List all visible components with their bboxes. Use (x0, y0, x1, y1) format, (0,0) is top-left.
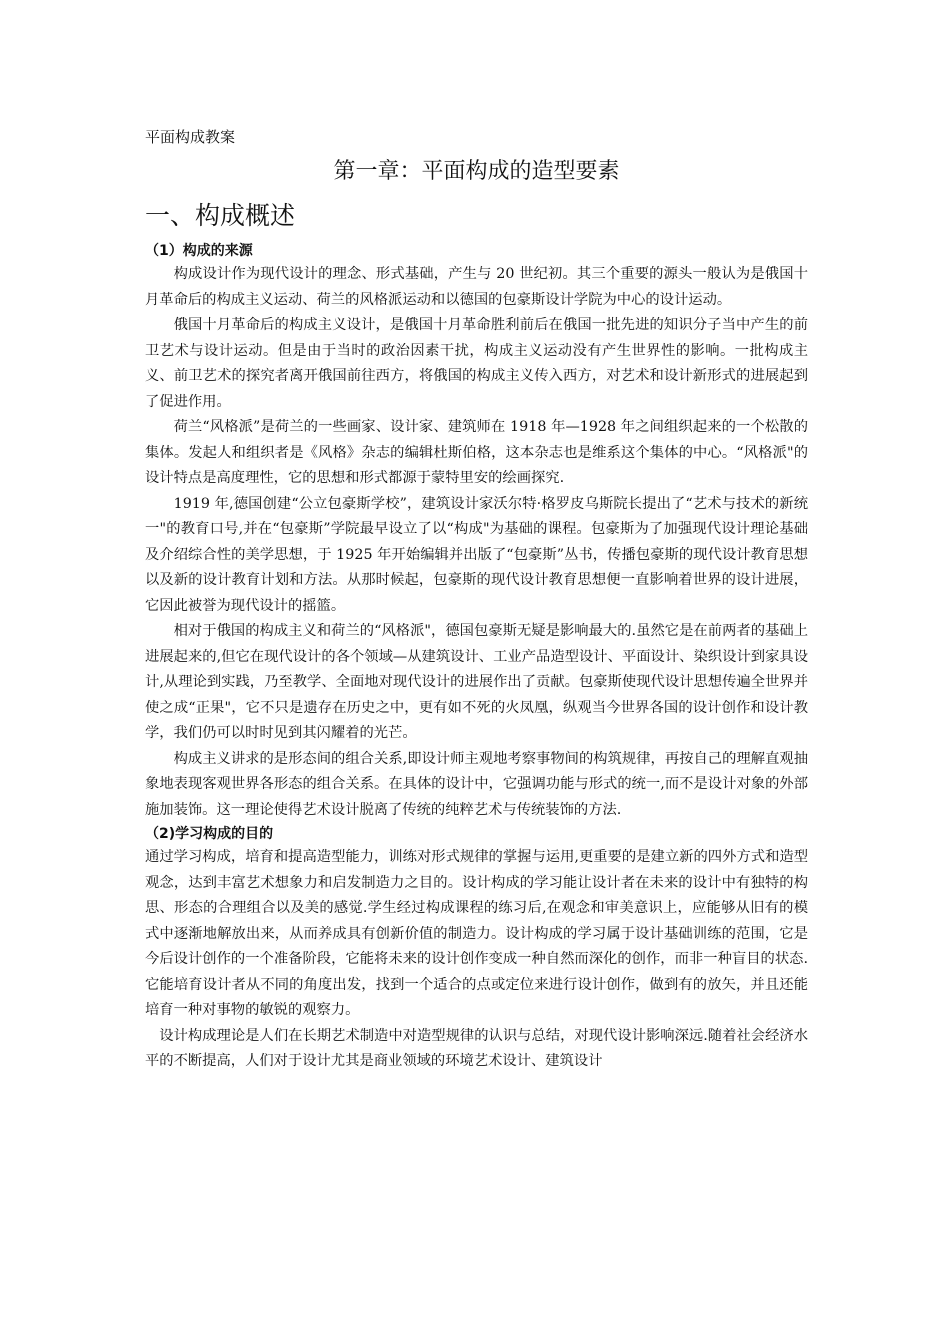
document-page (145, 126, 808, 1075)
subsection-title-purpose: （2)学习构成的目的 (145, 826, 274, 842)
paragraph: 荷兰“风格派”是荷兰的一些画家、设计家、建筑师在 1918 年—1928 年之间组织起来的一个松散的集体。发起人和组织者是《风格》杂志的编辑杜斯伯格，这本杂志也是维系这个集体的中心。“风格派"的设计特点是高度理性，它的思想和形式都源于蒙特里安的绘画探究. (145, 419, 808, 486)
paragraph: 俄国十月革命后的构成主义设计，是俄国十月革命胜利前后在俄国一批先进的知识分子当中产生的前卫艺术与设计运动。但是由于当时的政治因素干扰，构成主义运动没有产生世界性的影响。一批构成主义、前卫艺术的探究者离开俄国前往西方，将俄国的构成主义传入西方，对艺术和设计新形式的进展起到了促进作用。 (145, 317, 808, 410)
subsection-title-origin: （1）构成的来源 (145, 243, 253, 259)
paragraph: 构成设计作为现代设计的理念、形式基础，产生与 20 世纪初。其三个重要的源头一般认为是俄国十月革命后的构成主义运动、荷兰的风格派运动和以德国的包豪斯设计学院为中心的设计运动。 (145, 266, 808, 308)
paragraph: 构成主义讲求的是形态间的组合关系,即设计师主观地考察事物间的构筑规律，再按自己的理解直观抽象地表现客观世界各形态的组合关系。在具体的设计中，它强调功能与形式的统一,而不是设计对象的外部施加装饰。这一理论使得艺术设计脱离了传统的纯粹艺术与传统装饰的方法. (145, 750, 808, 818)
section-title: 一、构成概述 (145, 201, 296, 230)
paragraph: 相对于俄国的构成主义和荷兰的“风格派"，德国包豪斯无疑是影响最大的.虽然它是在前两者的基础上进展起来的,但它在现代设计的各个领域—从建筑设计、工业产品造型设计、平面设计、染织设计到家具设计,从理论到实践，乃至教学、全面地对现代设计的进展作出了贡献。包豪斯使现代设计思想传遍全世界并使之成“正果"，它不只是遗存在历史之中，更有如不死的火凤凰，纵观当今世界各国的设计创作和设计教学，我们仍可以时时见到其闪耀着的光芒。 (145, 623, 808, 741)
paragraph: 通过学习构成，培育和提高造型能力，训练对形式规律的掌握与运用,更重要的是建立新的四外方式和造型观念，达到丰富艺术想象力和启发制造力之目的。设计构成的学习能让设计者在未来的设计中有独特的构思、形态的合理组合以及美的感觉.学生经过构成课程的练习后,在观念和审美意识上，应能够从旧有的模式中逐渐地解放出来，从而养成具有创新价值的制造力。设计构成的学习属于设计基础训练的范围，它是今后设计创作的一个准备阶段，它能将未来的设计创作变成一种自然而深化的创作，而非一种盲目的状态.它能培育设计者从不同的角度出发，找到一个适合的点或定位来进行设计创作，做到有的放矢，并且还能培育一种对事物的敏锐的观察力。 (145, 849, 808, 1018)
paragraph: 设计构成理论是人们在长期艺术制造中对造型规律的认识与总结，对现代设计影响深远.随着社会经济水平的不断提高，人们对于设计尤其是商业领域的环境艺术设计、建筑设计 (145, 1027, 808, 1069)
document-label: 平面构成教案 (145, 128, 236, 146)
chapter-title: 第一章：平面构成的造型要素 (333, 159, 620, 184)
paragraph: 1919 年,德国创建“公立包豪斯学校”，建筑设计家沃尔特·格罗皮乌斯院长提出了“艺术与技术的新统一"的教育口号,并在“包豪斯”学院最早设立了以“构成"为基础的课程。包豪斯为了加强现代设计理论基础及介绍综合性的美学思想，于 1925 年开始编辑并出版了“包豪斯”丛书，传播包豪斯的现代设计教育思想以及新的设计教育计划和方法。从那时候起，包豪斯的现代设计教育思想便一直影响着世界的设计进展，它因此被誉为现代设计的摇篮。 (145, 495, 808, 614)
